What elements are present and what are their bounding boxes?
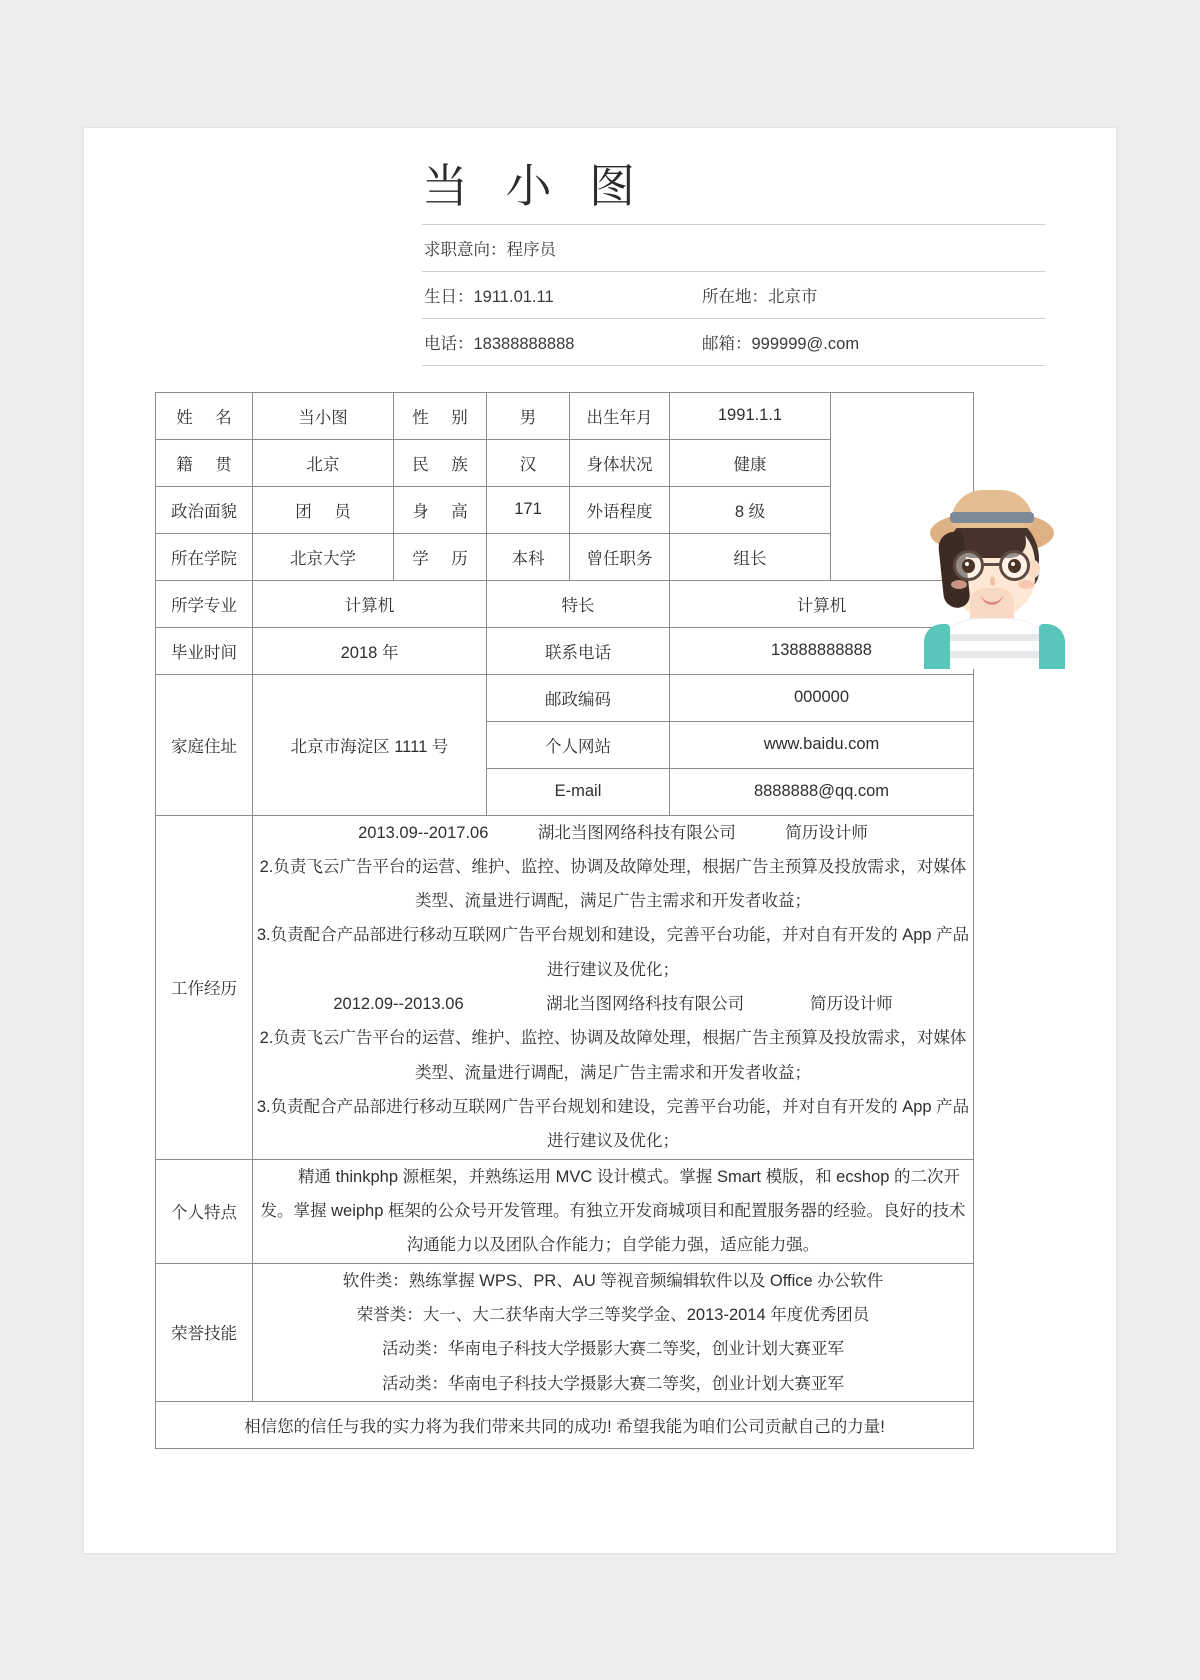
cell-education-label: 学 历 (394, 533, 487, 580)
table-row (156, 674, 974, 721)
cell-website-value: www.baidu.com (670, 721, 974, 768)
closing-statement: 相信您的信任与我的实力将为我们带来共同的成功! 希望我能为咱们公司贡献自己的力量! (156, 1401, 974, 1448)
resume-table (155, 392, 974, 1449)
cell-health-value: 健康 (670, 439, 831, 486)
cell-specialty-label: 特长 (487, 580, 670, 627)
table-row-footer (156, 1401, 974, 1448)
table-row (156, 392, 974, 439)
cell-position-label: 曾任职务 (570, 533, 670, 580)
cell-specialty-value: 计算机 (670, 580, 974, 627)
resume-page (84, 128, 1116, 1553)
cell-language-value: 8 级 (670, 486, 831, 533)
personal-traits-label: 个人特点 (156, 1159, 253, 1263)
work-experience-line: 2.负责飞云广告平台的运营、维护、监控、协调及故障处理，根据广告主预算及投放需求，对媒体类型、流量进行调配，满足广告主需求和开发者收益； (259, 857, 967, 911)
table-row-work-experience (156, 815, 974, 1159)
cell-graduation-label: 毕业时间 (156, 627, 253, 674)
honors-skills-line: 软件类：熟练掌握 WPS、PR、AU 等视音频编辑软件以及 Office 办公软件 (342, 1271, 884, 1290)
work-experience-line: 2012.09--2013.06 湖北当图网络科技有限公司 简历设计师 (333, 995, 893, 1014)
phone-text: 电话：18388888888 (424, 334, 575, 353)
work-experience-label: 工作经历 (156, 815, 253, 1159)
work-experience-line: 3.负责配合产品部进行移动互联网广告平台规划和建设，完善平台功能，并对自有开发的 App 产品进行建议及优化； (256, 1098, 970, 1151)
location-text: 所在地：北京市 (702, 287, 818, 306)
honors-skills-line: 荣誉类：大一、大二获华南大学三等奖学金、2013-2014 年度优秀团员 (356, 1305, 870, 1324)
cell-email-value: 8888888@qq.com (670, 768, 974, 815)
work-experience-line: 2.负责飞云广告平台的运营、维护、监控、协调及故障处理，根据广告主预算及投放需求，对媒体类型、流量进行调配，满足广告主需求和开发者收益； (259, 1029, 967, 1082)
work-experience-line: 3.负责配合产品部进行移动互联网广告平台规划和建设，完善平台功能，并对自有开发的 App 产品进行建议及优化； (256, 926, 970, 979)
honors-skills-label: 荣誉技能 (156, 1263, 253, 1401)
cell-origin-value: 北京 (253, 439, 394, 486)
cell-major-value: 计算机 (253, 580, 487, 627)
birthday-text: 生日：1911.01.11 (424, 287, 554, 306)
cell-address-label: 家庭住址 (156, 674, 253, 815)
personal-traits-body (253, 1159, 974, 1263)
objective-label: 求职意向：程序员 (424, 240, 556, 259)
honors-skills-line: 活动类：华南电子科技大学摄影大赛二等奖，创业计划大赛亚军 (382, 1374, 844, 1393)
cell-contact-phone-label: 联系电话 (487, 627, 670, 674)
cell-education-value: 本科 (487, 533, 570, 580)
cell-political-value: 团 员 (253, 486, 394, 533)
cell-postcode-value: 000000 (670, 674, 974, 721)
work-experience-line: 2013.09--2017.06 湖北当图网络科技有限公司 简历设计师 (358, 823, 868, 842)
birthday-location-row (422, 272, 1045, 319)
cell-address-value: 北京市海淀区 1111 号 (253, 674, 487, 815)
cell-gender-value: 男 (487, 392, 570, 439)
cell-contact-phone-value: 13888888888 (670, 627, 974, 674)
table-row (156, 580, 974, 627)
cell-ethnicity-value: 汉 (487, 439, 570, 486)
honors-skills-line: 活动类：华南电子科技大学摄影大赛二等奖，创业计划大赛亚军 (382, 1340, 844, 1359)
cell-health-label: 身体状况 (570, 439, 670, 486)
phone-email-row (422, 319, 1045, 366)
cell-birth-label: 出生年月 (570, 392, 670, 439)
cell-name-label: 姓 名 (156, 392, 253, 439)
photo-cell (831, 392, 974, 580)
cell-language-label: 外语程度 (570, 486, 670, 533)
page-title: 当 小 图 (422, 161, 648, 212)
cell-website-label: 个人网站 (487, 721, 670, 768)
cell-height-value: 171 (487, 486, 570, 533)
cell-gender-label: 性 别 (394, 392, 487, 439)
table-row-personal-traits (156, 1159, 974, 1263)
resume-header (155, 158, 1045, 366)
cell-political-label: 政治面貌 (156, 486, 253, 533)
cell-ethnicity-label: 民 族 (394, 439, 487, 486)
cell-position-value: 组长 (670, 533, 831, 580)
cell-height-label: 身 高 (394, 486, 487, 533)
work-experience-body (253, 815, 974, 1159)
resume-content (155, 158, 1045, 1449)
cell-name-value: 当小图 (253, 392, 394, 439)
table-row-honors-skills (156, 1263, 974, 1401)
cell-graduation-value: 2018 年 (253, 627, 487, 674)
cell-college-label: 所在学院 (156, 533, 253, 580)
personal-traits-text: 精通 thinkphp 源框架，并熟练运用 MVC 设计模式。掌握 Smart 模版，和 ecshop 的二次开发。掌握 weiphp 框架的公众号开发管理。有独立开发商城项目和配置服务器的经验。良好的技术沟通能力以及团队合作能力；自学能力强，适应能力强。 (260, 1167, 966, 1255)
cell-email-label: E-mail (487, 768, 670, 815)
honors-skills-body (253, 1263, 974, 1401)
cell-college-value: 北京大学 (253, 533, 394, 580)
cell-birth-value: 1991.1.1 (670, 392, 831, 439)
cell-origin-label: 籍 贯 (156, 439, 253, 486)
objective-row (422, 224, 1045, 272)
cell-major-label: 所学专业 (156, 580, 253, 627)
email-text: 邮箱：999999@.com (702, 334, 860, 353)
cell-postcode-label: 邮政编码 (487, 674, 670, 721)
table-row (156, 627, 974, 674)
